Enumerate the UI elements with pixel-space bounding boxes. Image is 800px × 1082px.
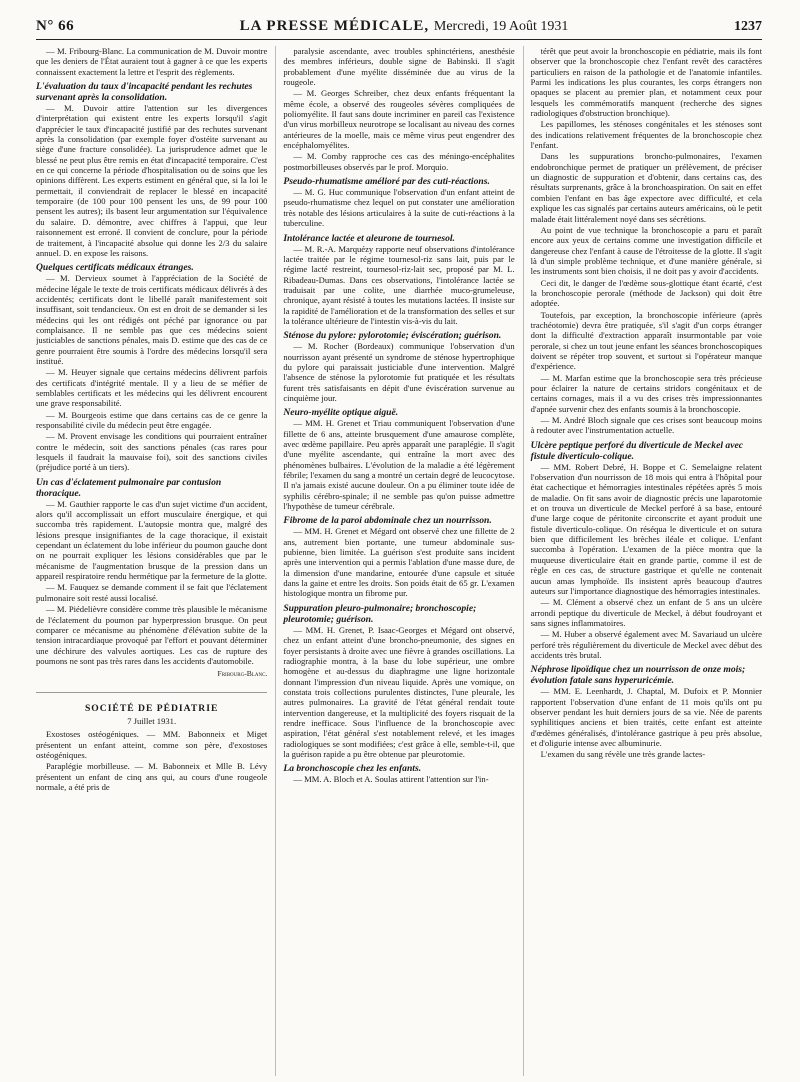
journal-title bbox=[240, 18, 569, 35]
paragraph: — M. Dervieux soumet à l'appréciation de la Société de médecine légale le texte de trois certificats médicaux délivrés à des accidentés; certificats dont le libellé paraît manifestement soit insuffisant, soit tendancieux. On est en droit de se demander si les médecins qui les ont rédigés ont péché par ignorance ou par complaisance. Il ne semble pas que ces médecins soient justiciables de sanctions pénales, mais D. estime que des cas de ce genre pourraient être soumis à l'ordre des médecins lorsqu'il sera institué. bbox=[36, 273, 268, 366]
section-heading: Quelques certificats médicaux étranges. bbox=[36, 262, 194, 274]
paragraph: — M. Marfan estime que la bronchoscopie sera très précieuse pour éclairer la nature de certains stridors congénitaux et de certains cornages, mais il a vu des crises très impressionnantes d'apnée survenir chez des enfants soumis à la bronchoscopie. bbox=[530, 372, 762, 414]
paragraph: — M. Rocher (Bordeaux) communique l'observation d'un nourrisson ayant présenté un syndrome de sténose hypertrophique du pylore qui paraissait justiciable d'une intervention. Malgré l'absence de sténose la pylorotomie fut pratiquée et les résultats furent très satisfaisants en dépit d'une éviscération survenue au cinquième jour. bbox=[283, 341, 515, 403]
paragraph: — M. André Bloch signale que ces crises sont beaucoup moins à redouter avec l'instrumentation actuelle. bbox=[530, 415, 762, 436]
section-heading: Fibrome de la paroi abdominale chez un nourrisson. bbox=[283, 515, 492, 527]
section-heading: Neuro-myélite optique aiguë. bbox=[283, 407, 399, 419]
journal-name: LA PRESSE MÉDICALE, bbox=[239, 18, 430, 34]
column-right bbox=[523, 46, 762, 1076]
paragraph: — M. Fauquez se demande comment il se fait que l'éclatement pulmonaire soit resté aussi localisé. bbox=[36, 582, 268, 603]
section-heading: L'évaluation du taux d'incapacité pendant les rechutes survenant après la consolidation. bbox=[36, 81, 253, 104]
paragraph: — M. Piédelièvre considère comme très plausible le mécanisme de l'éclatement du poumon par hyperpression brusque. On peut comparer ce mécanisme au phénomène d'élévation subite de la tension intracardiaque provoqué par l'effort et pouvant déterminer une déchirure des valvules aortiques. Les cas de rupture des poumons ne sont pas très rares dans les accidents d'automobile. bbox=[36, 604, 268, 666]
section-heading: Suppuration pleuro-pulmonaire; bronchoscopie; pleurotomie; guérison. bbox=[283, 602, 477, 625]
page-number: 1237 bbox=[734, 19, 762, 34]
section-heading: Intolérance lactée et aleurone de tournesol. bbox=[283, 232, 455, 244]
issue-number: N° 66 bbox=[36, 18, 75, 34]
paragraph: paralysie ascendante, avec troubles sphinctériens, anesthésie des membres inférieurs, double signe de Babinski. Il s'agit probablement d'une myélite disséminée due au virus de la rougeole. bbox=[283, 46, 515, 88]
paragraph: — M. Fribourg-Blanc. La communication de M. Duvoir montre que les deniers de l'État auraient tout à gagner à ce que les experts connaissent exactement la lettre et l'esprit des règlements. bbox=[36, 46, 268, 77]
paragraph: térêt que peut avoir la bronchoscopie en pédiatrie, mais ils font observer que la bronchoscopie chez l'enfant revêt des caractères particuliers en raison de la pathologie et de l'anatomie infantiles. Parmi les indications les plus courantes, les corps étrangers non opaques se placent au premier plan, et notamment ceux pour lesquels les commémoratifs manquent (recherche des signes radiologiques d'obstruction bronchique). bbox=[530, 46, 762, 119]
paragraph: — M. Huber a observé également avec M. Savariaud un ulcère perforé très régulièrement du diverticule de Meckel avec début des accidents très brutal. bbox=[530, 629, 762, 660]
paragraph: — M. Heuyer signale que certains médecins délivrent parfois des certificats d'intégrité mentale. Il y a lieu de se méfier de semblables certificats et les médecins qui les délivrent encourent une grave responsabilité. bbox=[36, 367, 268, 409]
paragraph: — M. Bourgeois estime que dans certains cas de ce genre la responsabilité civile du médecin peut être engagée. bbox=[36, 409, 268, 430]
paragraph: Toutefois, par exception, la bronchoscopie inférieure (après trachéotomie) devra être pratiquée, s'il s'agit d'un corps étranger dont la difficulté d'extraction apparaît insurmontable par voie perorale, si chez un tout jeune enfant les séances bronchoscopiques doivent se répéter trop souvent, et surtout si l'opérateur manque d'expérience. bbox=[530, 309, 762, 372]
paragraph: — M. Gauthier rapporte le cas d'un sujet victime d'un accident, alors qu'il accomplissait un effort musculaire énergique, et qui succomba très rapidement. L'autopsie montra que, malgré des lésions presque insignifiantes de la cage thoracique, il existait cependant un éclatement du lobe inférieur du poumon gauche dont on ne pourrait expliquer les lésions considérables que par le mécanisme de l'augmentation brusque de la pression dans un appareil respiratoire rendu hermétique par la fermeture de la glotte. bbox=[36, 498, 268, 582]
paragraph: — M. Georges Schreiber, chez deux enfants fréquentant la même école, a observé des rougeoles sévères compliquées de poliomyélite. Il faut sans doute incriminer en pareil cas l'existence d'un virus morbilleux neurotrope se localisant au niveau des cornes antérieures de la moelle, mais ce même virus peut engendrer des encéphalomyélites. bbox=[283, 88, 515, 151]
society-title: SOCIÉTÉ DE PÉDIATRIE bbox=[36, 692, 267, 714]
paragraph: — MM. A. Bloch et A. Soulas attirent l'attention sur l'in- bbox=[293, 774, 489, 785]
paragraph: Dans les suppurations broncho-pulmonaires, l'examen endobronchique permet de pratiquer un prélèvement, de préciser un diagnostic de suppuration et d'obtenir, dans certains cas, des résultats surprenants, grâce à la bronchoaspiration. On sait en effet combien l'enfant en bas âge expectore avec difficulté, et cela explique les cas signalés par certains auteurs américains, où le petit malade était littéralement noyé dans ses sécrétions. bbox=[530, 151, 762, 224]
paragraph: — MM. H. Grenet et Triau communiquent l'observation d'une fillette de 6 ans, atteinte brusquement d'une amaurose complète, avec œdème papillaire. Peu après apparaît une paraplégie. Il s'agit d'une myélite ascendante, qui entraîne la mort avec des phénomènes bulbaires. L'évolution de la maladie a été légèrement fébrile; l'examen du sang a montré un certain degré de leucocytose. Il n'a jamais existé aucune douleur. On a pu éliminer toute idée de syphilis cérébro-spinale; il ne semble pas qu'on puisse admettre l'hypothèse de tumeur cérébrale. bbox=[283, 418, 515, 512]
paragraph: — M. Duvoir attire l'attention sur les divergences d'interprétation qui existent entre les experts lorsqu'il s'agit d'apprécier le taux d'incapacité justifié par des rechutes survenant après la consolidation (par exemple foyer d'ostéite survenant au siège d'une fracture consolidée). La jurisprudence admet que le blessé ne peut plus être remis en état d'incapacité temporaire. C'est en ce qui concerne la période d'hospitalisation ou de soins que les opinions diffèrent. Les experts estiment en général que, si la loi le permettait, il conviendrait de replacer le blessé en incapacité temporaire (de 100 pour 100 pensent les uns, de 99 pour 100 pensent les autres); ils basent leur argumentation sur l'équivalence du salaire. D. démontre, avec chiffres à l'appui, que leur raisonnement est erroné. Il convient de conclure, pour la période de traitement, à l'incapacité absolue qui donne les 2/3 du salaire annuel. D. en expose les raisons. bbox=[36, 103, 268, 258]
section-heading: La bronchoscopie chez les enfants. bbox=[283, 763, 422, 775]
paragraph: — MM. Robert Debré, H. Boppe et C. Semelaigne relatent l'observation d'un nourrisson de 18 mois qui entra à l'hôpital pour état cachectique et hémorragies intestinales répétées après 5 mois de maladie. On fit sans avoir de diagnostic précis une laparotomie et on trouva un diverticule de Meckel perforé à sa base, entouré d'une large coque de péritonite circonscrite et ayant produit une fistule diverticulo-colique. On réséqua le diverticule et on sutura bien que difficilement les brèches iléale et colique. L'enfant succomba à l'opération. L'examen de la pièce montra que la muqueuse diverticulaire était en grande partie, comme il est de règle en ces cas, de structure gastrique et qu'elle ne contenait aucun amas lymphoïde. Ils insistent après beaucoup d'autres auteurs sur l'importance diagnostique des hémorragies intestinales. bbox=[530, 461, 762, 596]
paragraph: — M. G. Huc communique l'observation d'un enfant atteint de pseudo-rhumatisme chez lequel on put constater une amélioration très notable des lésions articulaires à la suite de cuti-réactions à la tuberculine. bbox=[283, 187, 515, 229]
section-heading: Pseudo-rhumatisme amélioré par des cuti-réactions. bbox=[283, 176, 490, 188]
section-heading: Néphrose lipoïdique chez un nourrisson de onze mois; évolution fatale sans hyperuricémie. bbox=[530, 664, 746, 687]
column-middle bbox=[275, 46, 514, 1076]
paragraph: Exostoses ostéogéniques. — MM. Babonneix et Miget présentent un enfant atteint, comme son père, d'exostoses ostéogéniques. bbox=[36, 729, 268, 760]
column-left bbox=[36, 46, 267, 1076]
paragraph: — M. Provent envisage les conditions qui pourraient entraîner contre le médecin, soit des sanctions pénales (cas rares pour lesquels il faudrait la mauvaise foi), soit des sanctions civiles (préjudice porté à un tiers). bbox=[36, 431, 268, 473]
paragraph: Au point de vue technique la bronchoscopie a paru et paraît encore aux yeux de certains comme une investigation difficile et dangereuse chez l'enfant à cause de l'étroitesse de la glotte. Il s'agit là d'un simple problème technique, et d'une manière générale, si les instruments sont bien choisis, il ne doit pas y avoir d'accidents. bbox=[530, 224, 762, 277]
paragraph: Paraplégie morbilleuse. — M. Babonneix et Mlle B. Lévy présentent un enfant de cinq ans qui, au cours d'une rougeole normale, a été pris de bbox=[36, 761, 268, 792]
paragraph: — M. Clément a observé chez un enfant de 5 ans un ulcère arrondi peptique du diverticule de Meckel, à début foudroyant et sans signes inflammatoires. bbox=[530, 597, 762, 628]
paragraph: — MM. E. Leenhardt, J. Chaptal, M. Dufoix et P. Monnier rapportent l'observation d'une enfant de 11 mois qu'ils ont pu observer pendant les huit derniers jours de sa vie. Née de parents syphilitiques anciens et bien traités, cette enfant est atteinte d'œdèmes généralisés, d'intolérance gastrique à peu près absolue, et d'oligurie intense avec albuminurie. bbox=[530, 686, 762, 748]
section-heading: Un cas d'éclatement pulmonaire par contusion thoracique. bbox=[36, 476, 222, 499]
page-header bbox=[36, 18, 762, 40]
session-date: 7 Juillet 1931. bbox=[127, 716, 177, 727]
paragraph: Les papillomes, les sténoses congénitales et les sténoses sont des indications relativement fréquentes de la bronchoscopie chez l'enfant. bbox=[530, 119, 762, 151]
paragraph: Ceci dit, le danger de l'œdème sous-glottique étant écarté, c'est la bronchoscopie perorale (méthode de Jackson) qui doit être adoptée. bbox=[530, 277, 762, 309]
issue-date: Mercredi, 19 Août 1931 bbox=[433, 19, 569, 34]
author-signature: Fribourg-Blanc. bbox=[217, 669, 268, 679]
paragraph: — M. Comby rapproche ces cas des méningo-encéphalites postmorbilleuses observés par le prof. Morquio. bbox=[283, 151, 515, 172]
section-heading: Sténose du pylore: pylorotomie; éviscération; guérison. bbox=[283, 330, 502, 342]
paragraph: — M. R.-A. Marquézy rapporte neuf observations d'intolérance lactée traitée par le régime tournesol-riz sans lait, puis par le régime lacté restreint, tournesol-riz-lait sec, proposé par M. L. Ribadeau-Dumas. Dans ces observations, l'intolérance lactée se traduisait par une colite, une diarrhée muco-grumeleuse, chronique, ayant résisté à toutes les mutations lactées. Il insiste sur la rapidité de l'amélioration et de la transformation des selles et sur la tolérance ultérieure de l'intestin vis-à-vis du lait. bbox=[283, 243, 515, 326]
text-columns bbox=[36, 46, 762, 1076]
paragraph: — MM. H. Grenet et Mégard ont observé chez une fillette de 2 ans, autrement bien portante, une tumeur abdominale sus-pubienne, bien limitée. La guérison s'est produite sans incident après une intervention qui a permis l'ablation d'une masse dure, de la dimension d'une mandarine, entourée d'une capsule et située dans la gaine et entre les droits. Son poids était de 65 gr. L'examen histologique montra un fibrome pur. bbox=[283, 526, 515, 599]
section-heading: Ulcère peptique perforé du diverticule de Meckel avec fistule diverticulo-colique. bbox=[530, 439, 743, 462]
paragraph: L'examen du sang révèle une très grande lactes- bbox=[540, 749, 706, 760]
paragraph: — MM. H. Grenet, P. Isaac-Georges et Mégard ont observé, chez un enfant atteint d'une broncho-pneumonie, des signes en foyer persistants à droite avec une fièvre à grandes oscillations. La radiographie montra, à la base du lobe supérieur, une ombre homogène et au-dessus du diaphragme une ligne horizontale donnant l'impression d'un niveau liquide. Après une vomique, on constata trois collections purulentes distinctes, l'une pleurale, les autres pulmonaires. La gravité de l'état général rendait toute intervention dangereuse, et la multiplicité des foyers risquait de la rendre inefficace. Sous l'influence de la bronchoscopie avec aspiration, l'état général s'est notablement relevé, et les images radiologiques se sont modifiées; c'est grâce à elle, semble-t-il, que la guérison rapide a pu être obtenue par pleurotomie. bbox=[283, 624, 515, 759]
